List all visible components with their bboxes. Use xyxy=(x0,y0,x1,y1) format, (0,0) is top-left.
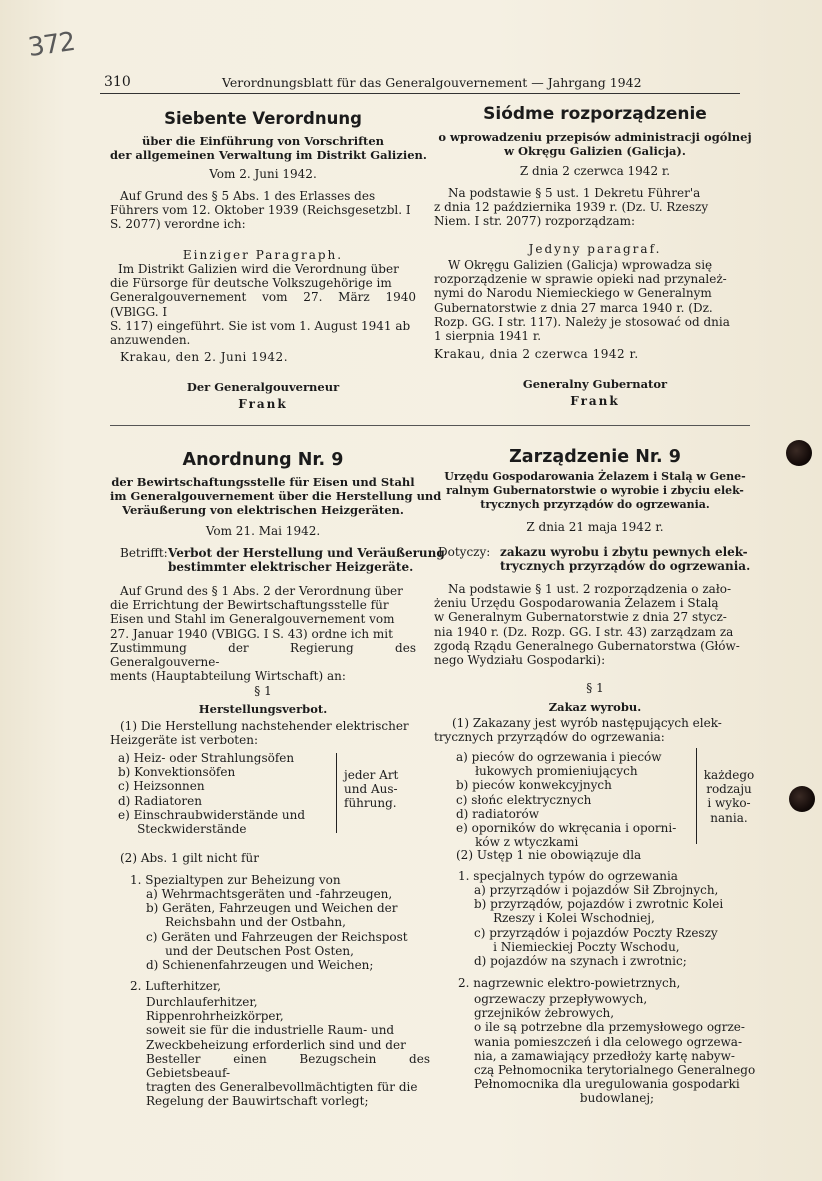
ordinance-subtitle: w Okręgu Galizien (Galicja). xyxy=(504,144,686,158)
ordinance-title: Siebente Verordnung xyxy=(164,109,362,128)
page-number: 310 xyxy=(104,74,131,90)
list-item: e) Einschraubwiderstände und xyxy=(118,807,306,822)
section-number: § 1 xyxy=(254,684,272,698)
list-item: e) oporników do wkręcania i oporni- xyxy=(456,821,677,836)
subject-text: bestimmter elektrischer Heizgeräte. xyxy=(168,560,414,574)
text-line: 27. Januar 1940 (VBlGG. I S. 43) ordne ich mit xyxy=(110,626,393,641)
text-line: Zweckbeheizung erforderlich sind und der xyxy=(146,1037,406,1052)
list-item: Steckwiderstände xyxy=(118,822,247,837)
text-line: nia 1940 r. (Dz. Rozp. GG. I str. 43) zarządzam za xyxy=(434,624,734,639)
text-line: ments (Hauptabteilung Wirtschaft) an: xyxy=(110,669,346,684)
text-line: rodzaju xyxy=(706,782,752,797)
subject-text: zakazu wyrobu i zbytu pewnych elek- xyxy=(500,545,748,559)
text-line: nania. xyxy=(710,810,748,825)
text-line: Na podstawie § 1 ust. 2 rozporządzenia o zało- xyxy=(448,582,731,596)
section-text xyxy=(110,719,416,747)
punch-hole xyxy=(786,440,812,466)
text-line: S. 117) eingeführt. Sie ist vom 1. August 1941 ab xyxy=(110,318,411,333)
text-line: jeder Art xyxy=(344,768,399,782)
text-line: Auf Grund des § 1 Abs. 2 der Verordnung über xyxy=(120,584,403,598)
text-line: Regelung der Bauwirtschaft vorlegt; xyxy=(146,1094,369,1109)
order-subtitle: Urzędu Gospodarowania Żelazem i Stalą w Gene- xyxy=(444,470,746,483)
text-line: (1) Die Herstellung nachstehender elektrischer xyxy=(120,719,409,733)
ordinance-subtitle: über die Einführung von Vorschriften xyxy=(141,134,385,148)
text-line: Heizgeräte ist verboten: xyxy=(110,733,258,748)
list-item: ków z wtyczkami xyxy=(456,835,579,850)
text-line: Auf Grund des § 5 Abs. 1 des Erlasses des xyxy=(120,189,376,203)
order-title: Zarządzenie Nr. 9 xyxy=(509,447,681,467)
brace-line xyxy=(336,753,337,833)
list-item: Reichsbahn und der Ostbahn, xyxy=(146,915,346,930)
text-line: Führers vom 12. Oktober 1939 (Reichsgesetzbl. I xyxy=(110,203,411,218)
list-item: c) przyrządów i pojazdów Poczty Rzeszy xyxy=(474,925,718,940)
numbered-item: 2. nagrzewnic elektro-powietrznych, xyxy=(458,976,681,990)
exception-list xyxy=(146,887,408,972)
text-line: tragten des Generalbevollmächtigten für die xyxy=(146,1080,418,1095)
list-item: c) słońc elektrycznych xyxy=(456,792,592,807)
place-date: Krakau, dnia 2 czerwca 1942 r. xyxy=(434,347,639,361)
list-item: c) Geräten und Fahrzeugen der Reichspost xyxy=(146,929,408,944)
body-paragraph xyxy=(434,258,756,343)
numbered-item: 2. Lufterhitzer, xyxy=(130,979,222,993)
text-line: Durchlauferhitzer, xyxy=(146,995,258,1009)
subsection-text: (2) Abs. 1 gilt nicht für xyxy=(120,851,259,865)
text-line: nymi do Narodu Niemieckiego w Generalnym xyxy=(434,286,712,301)
brace-text xyxy=(702,768,756,825)
body-paragraph xyxy=(110,262,416,347)
text-line: w Generalnym Gubernatorstwie z dnia 27 stycz- xyxy=(434,610,727,625)
list-item: b) przyrządów, pojazdów i zwrotnic Kolei xyxy=(474,897,724,912)
section-title: Zakaz wyrobu. xyxy=(548,700,642,714)
text-line: Pełnomocnika dla uregulowania gospodarki xyxy=(474,1077,740,1092)
list-item: a) pieców do ogrzewania i pieców xyxy=(456,750,662,764)
order-subtitle: trycznych przyrządów do ogrzewania. xyxy=(480,498,710,511)
signature-name: Frank xyxy=(570,394,620,408)
text-line: wania pomieszczeń i dla celowego ogrzewa- xyxy=(474,1034,743,1049)
order-date: Vom 21. Mai 1942. xyxy=(205,524,321,538)
text-line: nego Wydziału Gospodarki): xyxy=(434,653,606,668)
subject-label: Betrifft: xyxy=(120,546,168,560)
text-line: W Okręgu Galizien (Galicja) wprowadza się xyxy=(448,258,713,272)
order-subtitle: Veräußerung von elektrischen Heizgeräten. xyxy=(122,503,404,517)
signature-name: Frank xyxy=(238,397,288,411)
subject-text: Verbot der Herstellung und Veräußerung xyxy=(168,546,445,560)
text-line: Eisen und Stahl im Generalgouvernement vom xyxy=(110,612,395,627)
ordinance-title: Siódme rozporządzenie xyxy=(483,104,707,124)
list-item: d) pojazdów na szynach i zwrotnic; xyxy=(474,954,687,969)
text-line: budowlanej; xyxy=(579,1091,655,1106)
list-item: i Niemieckiej Poczty Wschodu, xyxy=(474,939,680,954)
list-item: c) Heizsonnen xyxy=(118,779,205,794)
text-line: Generalgouvernement vom 27. März 1940 (VBlGG. I xyxy=(110,290,416,319)
text-line: die Errichtung der Bewirtschaftungsstelle für xyxy=(110,598,389,613)
heater-list xyxy=(456,750,676,849)
ordinance-subtitle: o wprowadzeniu przepisów administracji ogólnej xyxy=(438,130,752,144)
text-line: führung. xyxy=(344,796,397,811)
numbered-item: 1. Spezialtypen zur Beheizung von xyxy=(130,873,341,887)
ordinance-subtitle: der allgemeinen Verwaltung im Distrikt Galizien. xyxy=(110,148,427,162)
list-item: d) Schienenfahrzeugen und Weichen; xyxy=(146,958,374,973)
ordinance-date: Z dnia 2 czerwca 1942 r. xyxy=(519,164,671,178)
text-line: z dnia 12 października 1939 r. (Dz. U. Rzeszy xyxy=(434,200,709,215)
brace-line xyxy=(696,748,697,844)
paragraph-heading: Jedyny paragraf. xyxy=(528,242,662,256)
text-line: Besteller einen Bezugschein des Gebietsbeauf- xyxy=(146,1051,430,1081)
text-line: Rippenrohrheizkörper, xyxy=(146,1009,284,1024)
order-title: Anordnung Nr. 9 xyxy=(182,450,344,470)
order-preamble xyxy=(110,584,416,683)
numbered-item-text xyxy=(474,992,760,1106)
order-date: Z dnia 21 maja 1942 r. xyxy=(526,520,664,534)
place-date: Krakau, den 2. Juni 1942. xyxy=(120,350,289,364)
text-line: zgodą Rządu Generalnego Gubernatorstwa (Głów- xyxy=(434,638,740,653)
heater-list xyxy=(118,751,305,836)
order-preamble xyxy=(434,582,756,667)
polish-column xyxy=(434,0,756,1181)
text-line: Niem. I str. 2077) rozporządzam: xyxy=(434,214,636,229)
text-line: S. 2077) verordne ich: xyxy=(110,217,246,232)
text-line: żeniu Urzędu Gospodarowania Żelazem i Stalą xyxy=(434,596,719,611)
text-line: czą Pełnomocnika terytorialnego Generalnego xyxy=(474,1063,756,1078)
signature-role: Generalny Gubernator xyxy=(522,377,668,391)
text-line: Na podstawie § 5 ust. 1 Dekretu Führer'a xyxy=(448,186,701,200)
ordinance-date: Vom 2. Juni 1942. xyxy=(209,167,317,181)
handwritten-archive-number: 372 xyxy=(26,26,77,64)
list-item: und der Deutschen Post Osten, xyxy=(146,943,354,958)
order-subtitle: ralnym Gubernatorstwie o wyrobie i zbyciu elek- xyxy=(446,484,744,497)
text-line: und Aus- xyxy=(344,782,398,797)
section-text xyxy=(434,716,756,744)
subject-text: trycznych przyrządów do ogrzewania. xyxy=(500,559,751,573)
list-item: a) Wehrmachtsgeräten und -fahrzeugen, xyxy=(146,887,393,901)
text-line: o ile są potrzebne dla przemysłowego ogrze- xyxy=(474,1020,745,1035)
list-item: Rzeszy i Kolei Wschodniej, xyxy=(474,911,655,926)
text-line: każdego xyxy=(703,768,755,782)
subject-label: Dotyczy: xyxy=(438,545,491,559)
section-title: Herstellungsverbot. xyxy=(198,702,328,716)
text-line: anzuwenden. xyxy=(110,333,191,348)
section-number: § 1 xyxy=(586,681,604,695)
order-subtitle: im Generalgouvernement über die Herstellung und xyxy=(110,489,442,503)
list-item: łukowych promieniujących xyxy=(456,764,638,779)
text-line: Im Distrikt Galizien wird die Verordnung über xyxy=(118,262,399,276)
text-line: rozporządzenie w sprawie opieki nad przynależ- xyxy=(434,272,727,287)
preamble xyxy=(110,189,416,232)
preamble xyxy=(434,186,756,229)
numbered-item: 1. specjalnych typów do ogrzewania xyxy=(458,869,678,883)
exception-list xyxy=(474,883,723,968)
text-line: grzejników żebrowych, xyxy=(474,1006,615,1021)
subsection-text: (2) Ustęp 1 nie obowiązuje dla xyxy=(456,848,642,862)
text-line: Rozp. GG. I str. 117). Należy je stosować od dnia xyxy=(434,314,730,329)
text-line: ogrzewaczy przepływowych, xyxy=(474,992,648,1006)
numbered-item-text xyxy=(146,995,430,1109)
list-item: b) Geräten, Fahrzeugen und Weichen der xyxy=(146,901,398,916)
text-line: die Fürsorge für deutsche Volkszugehörige im xyxy=(110,276,392,291)
text-line: nia, a zamawiający przedłoży kartę nabyw- xyxy=(474,1048,735,1063)
signature-role: Der Generalgouverneur xyxy=(186,380,340,394)
list-item: d) Radiatoren xyxy=(118,793,202,808)
text-line: Zustimmung der Regierung des Generalgouverne- xyxy=(110,640,416,670)
text-line: Gubernatorstwie z dnia 27 marca 1940 r. (Dz. xyxy=(434,300,713,315)
text-line: i wyko- xyxy=(707,796,751,811)
punch-hole xyxy=(789,786,815,812)
text-line: trycznych przyrządów do ogrzewania: xyxy=(434,730,665,745)
list-item: b) pieców konwekcyjnych xyxy=(456,778,612,793)
order-subtitle: der Bewirtschaftungsstelle für Eisen und Stahl xyxy=(111,475,415,489)
text-line: 1 sierpnia 1941 r. xyxy=(434,329,542,344)
text-line: soweit sie für die industrielle Raum- und xyxy=(146,1023,395,1038)
list-item: d) radiatorów xyxy=(456,806,540,821)
list-item: b) Konvektionsöfen xyxy=(118,765,236,780)
paragraph-heading: Einziger Paragraph. xyxy=(182,248,344,262)
text-line: (1) Zakazany jest wyrób następujących elek- xyxy=(452,716,722,730)
running-header: Verordnungsblatt für das Generalgouvernement — Jahrgang 1942 xyxy=(222,75,642,90)
list-item: a) Heiz- oder Strahlungsöfen xyxy=(118,751,295,765)
list-item: a) przyrządów i pojazdów Sił Zbrojnych, xyxy=(474,883,719,897)
brace-text xyxy=(344,768,398,811)
